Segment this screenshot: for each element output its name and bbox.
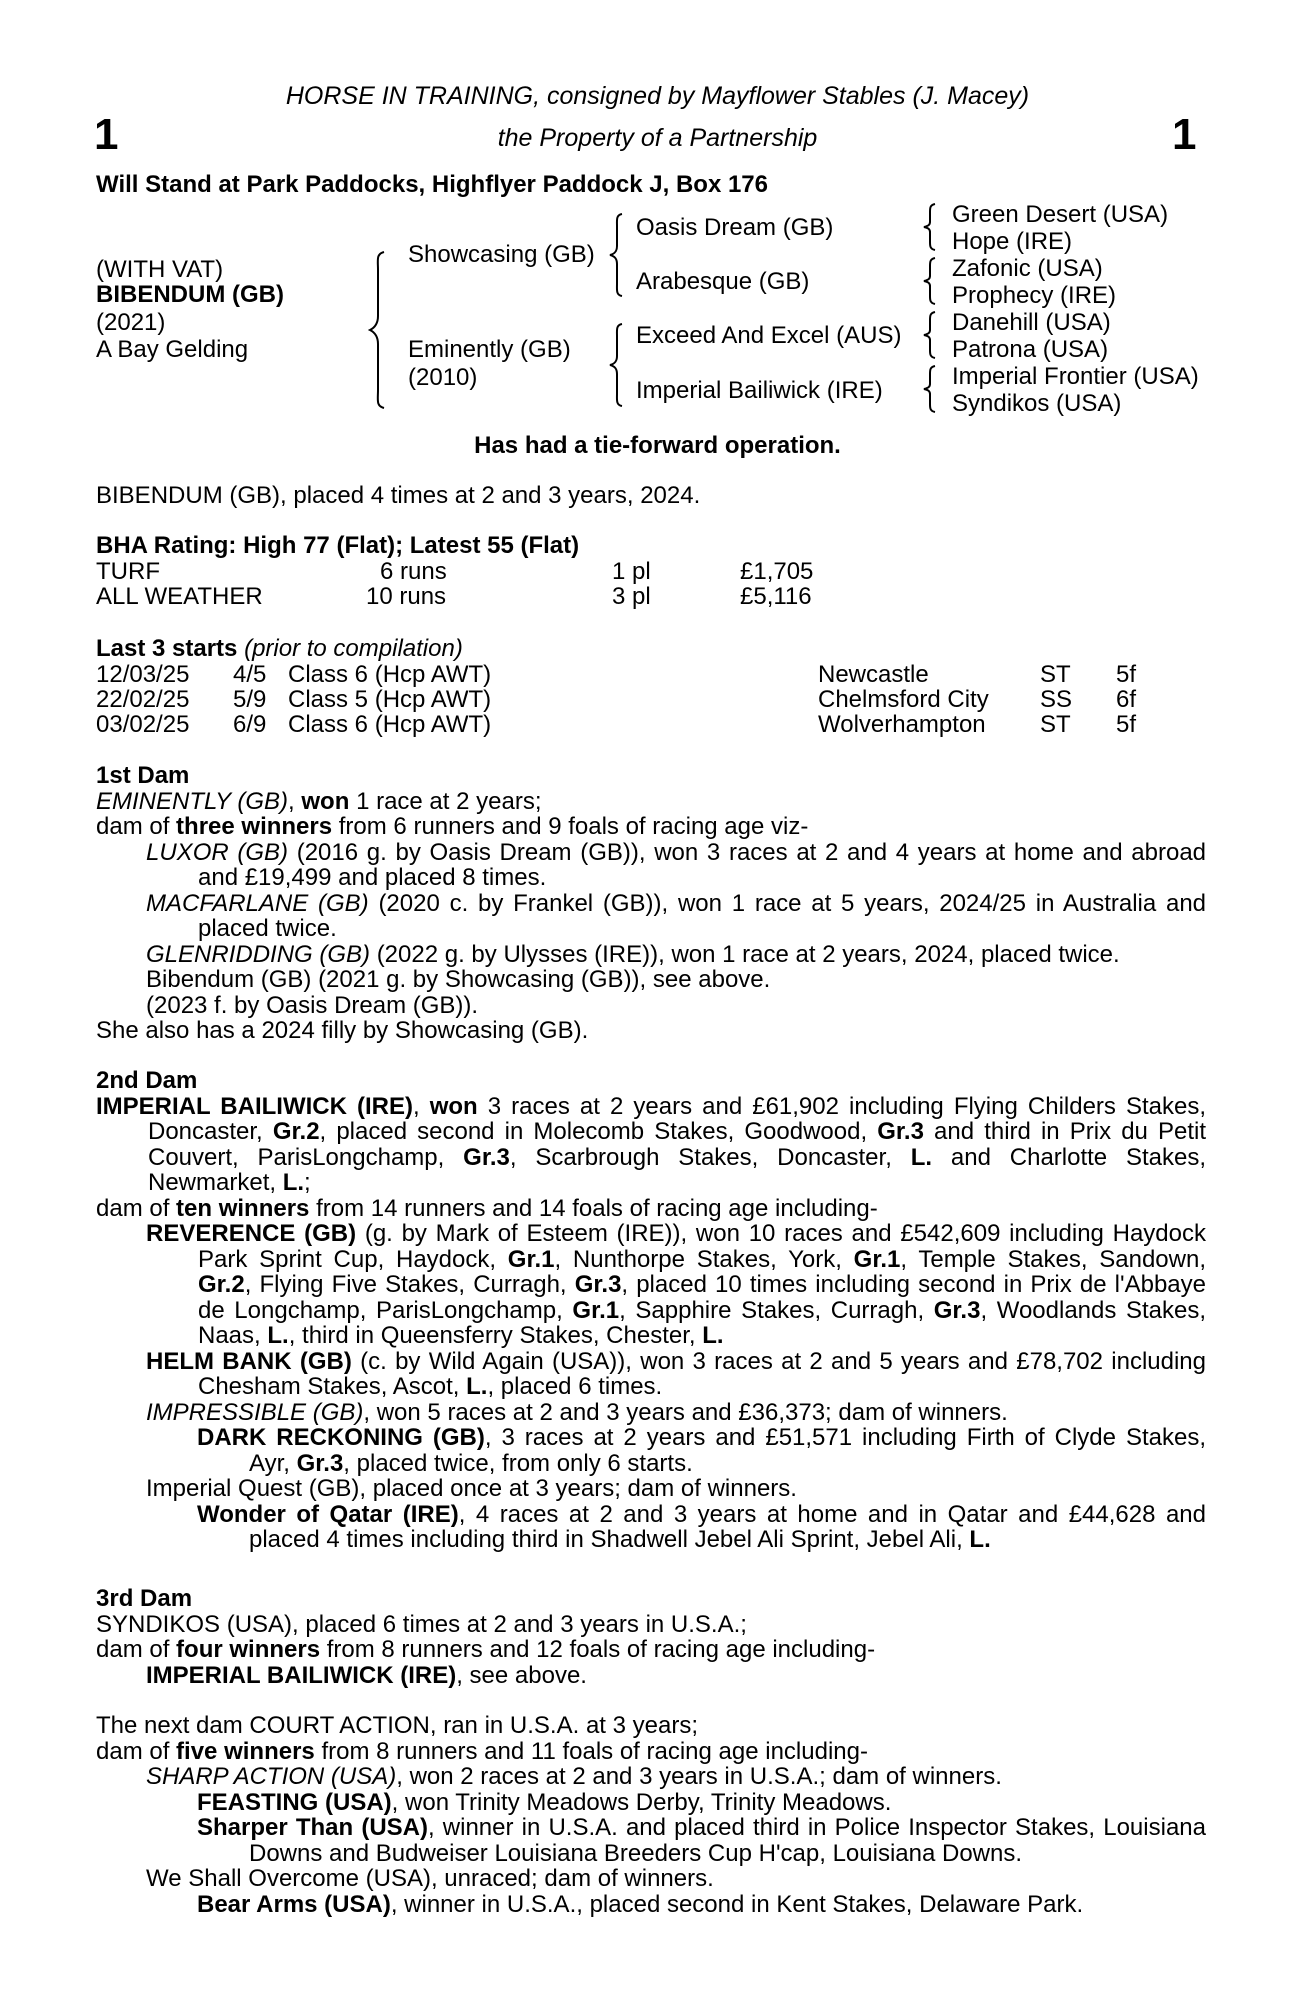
produce-name: REVERENCE (GB) (146, 1220, 357, 1247)
won-label: won (429, 1092, 478, 1120)
last-starts-heading (96, 636, 463, 662)
listed-badge: L. (910, 1143, 933, 1171)
pedigree-dam: Eminently (GB) (408, 336, 571, 363)
text: from 14 runners and 14 foals of racing age including- (316, 1194, 878, 1222)
third-dam-section (96, 1586, 1206, 1688)
text: dam of (96, 1737, 170, 1765)
text: and Charlotte Stakes, Newmarket, (148, 1143, 1207, 1196)
operation-note: Has had a tie-forward operation. (474, 432, 841, 459)
text: , placed 6 times. (487, 1373, 663, 1400)
text: , placed second in Molecomb Stakes, Goodwood, (319, 1118, 868, 1145)
produce-sharp-action (96, 1764, 1206, 1790)
grade-badge: Gr.3 (933, 1296, 981, 1324)
second-dam-intro: IMPERIAL BAILIWICK (IRE), won 3 races at 2 years and £61,902 including Flying Childers Stakes, Doncaster, Gr.2, placed second in Molecomb Stakes, Goodwood, Gr.3 and third in Prix du Petit Couvert, ParisLongchamp, Gr.3, Scarbrough Stakes, Doncaster, L. and Charlotte Stakes, Newmarket, L.; (96, 1092, 1207, 1196)
produce-name: IMPRESSIBLE (GB) (146, 1398, 364, 1426)
start-distance: 5f (1116, 711, 1137, 738)
pedigree-sire-dam: Arabesque (GB) (636, 268, 810, 295)
grade-badge: Gr.1 (507, 1245, 555, 1273)
next-dam-section (96, 1713, 1206, 1917)
start-race: Class 5 (Hcp AWT) (288, 686, 492, 713)
produce-text: (2016 g. by Oasis Dream (GB)), won 3 races at 2 and 4 years at home and abroad and £19,499 and placed 8 times. (198, 838, 1207, 891)
produce-name: SHARP ACTION (USA) (146, 1763, 397, 1790)
start-distance: 6f (1116, 686, 1137, 713)
pedigree-g3: Zafonic (USA) (952, 255, 1103, 282)
produce-name: DARK RECKONING (GB) (197, 1424, 485, 1451)
produce-reverence (96, 1221, 1206, 1349)
property-line: the Property of a Partnership (497, 124, 818, 152)
produce-2023-foal: (2023 f. by Oasis Dream (GB)). (146, 991, 479, 1019)
produce-impressible (96, 1400, 1206, 1426)
text: 3 races at 2 years and £61,902 including Flying Childers Stakes, Doncaster, (148, 1092, 1207, 1145)
start-position: 5/9 (233, 686, 267, 713)
listed-badge: L. (267, 1322, 289, 1349)
produce-helm-bank (96, 1349, 1206, 1400)
horse-description: A Bay Gelding (96, 336, 249, 363)
produce-name: MACFARLANE (GB) (146, 889, 369, 917)
pedigree-brace-g78 (922, 364, 938, 414)
pedigree-sire-sire: Oasis Dream (GB) (636, 214, 834, 241)
winners-count: ten winners (176, 1194, 310, 1222)
text: , 3 races at 2 years and £51,571 including Firth of Clyde Stakes, Ayr, (249, 1424, 1206, 1477)
race-summary: BIBENDUM (GB), placed 4 times at 2 and 3 years, 2024. (96, 482, 701, 509)
rating-aw-runs: 10 runs (366, 583, 447, 610)
produce-wonder-of-qatar (96, 1502, 1206, 1553)
text: , Temple Stakes, Sandown, (900, 1245, 1206, 1273)
text: , won 2 races at 2 and 3 years in U.S.A.; dam of winners. (396, 1763, 1002, 1790)
text: from 8 runners and 11 foals of racing age including- (321, 1737, 868, 1765)
text: dam of (96, 1194, 170, 1222)
grade-badge: Gr.3 (463, 1143, 510, 1171)
start-date: 03/02/25 (96, 711, 190, 738)
produce-macfarlane (96, 891, 1206, 942)
second-dam-heading: 2nd Dam (96, 1067, 198, 1094)
pedigree-brace-dam (608, 322, 626, 408)
produce-glenridding (96, 942, 1206, 968)
pedigree-brace-main (368, 250, 388, 410)
pedigree-brace-sire (608, 212, 626, 298)
second-dam-produce (96, 1196, 1206, 1222)
produce-we-shall-overcome: We Shall Overcome (USA), unraced; dam of winners. (146, 1865, 714, 1892)
grade-badge: Gr.3 (877, 1118, 924, 1145)
text: (c. by Wild Again (USA)), won 3 races at 2 and 5 years and £78,702 including Chesham Stakes, Ascot, (198, 1347, 1207, 1400)
second-dam-section (96, 1068, 1206, 1553)
text: , winner in U.S.A. and placed third in Police Inspector Stakes, Louisiana Downs and Budweiser Louisiana Breeders Cup H'cap, Louisiana Downs. (249, 1814, 1206, 1867)
produce-text: (2020 c. by Frankel (GB)), won 1 race at 5 years, 2024/25 in Australia and placed twice. (198, 889, 1207, 942)
winners-count: three winners (176, 813, 333, 840)
grade-badge: Gr.1 (572, 1296, 620, 1324)
last-starts-title: Last 3 starts (96, 635, 238, 662)
produce-name: Bear Arms (USA) (197, 1890, 391, 1918)
grade-badge: Gr.2 (198, 1271, 245, 1298)
produce-name: Wonder of Qatar (IRE) (197, 1500, 459, 1528)
text: dam of (96, 1636, 170, 1663)
grade-badge: Gr.3 (296, 1449, 344, 1477)
listed-badge: L. (702, 1322, 724, 1349)
pedigree-g1: Green Desert (USA) (952, 201, 1169, 228)
third-dam-line: SYNDIKOS (USA), placed 6 times at 2 and 3 years in U.S.A.; (96, 1610, 747, 1638)
grade-badge: Gr.2 (272, 1118, 320, 1145)
horse-year: (2021) (96, 309, 166, 336)
text: , won Trinity Meadows Derby, Trinity Meadows. (391, 1788, 892, 1816)
first-dam-intro: EMINENTLY (GB), won 1 race at 2 years; (96, 787, 542, 815)
start-course: Chelmsford City (818, 686, 989, 713)
pedigree-sire: Showcasing (GB) (408, 241, 595, 268)
next-dam-line: The next dam COURT ACTION, ran in U.S.A. at 3 years; (96, 1712, 698, 1739)
pedigree-dam-year: (2010) (408, 364, 478, 391)
text: , winner in U.S.A., placed second in Kent Stakes, Delaware Park. (390, 1890, 1084, 1918)
produce-name: FEASTING (USA) (197, 1788, 392, 1816)
start-distance: 5f (1116, 661, 1137, 688)
grade-badge: Gr.3 (574, 1271, 622, 1298)
pedigree-brace-g34 (922, 256, 938, 306)
produce-name: GLENRIDDING (GB) (146, 940, 371, 968)
start-date: 22/02/25 (96, 686, 190, 713)
text: from 8 runners and 12 foals of racing age including- (326, 1636, 876, 1663)
text: , see above. (456, 1661, 587, 1689)
start-date: 12/03/25 (96, 661, 190, 688)
last-starts-note: (prior to compilation) (244, 635, 463, 662)
produce-imperial-bailiwick (96, 1663, 1206, 1689)
pedigree-dam-dam: Imperial Bailiwick (IRE) (636, 377, 883, 404)
second-dam-name: IMPERIAL BAILIWICK (IRE) (96, 1092, 413, 1120)
text: , Flying Five Stakes, Curragh, (244, 1271, 567, 1298)
rating-turf-placed: 1 pl (612, 558, 651, 585)
consignor-line: HORSE IN TRAINING, consigned by Mayflower Stables (J. Macey) (285, 82, 1030, 110)
pedigree-dam-sire: Exceed And Excel (AUS) (636, 322, 902, 349)
text: ; (304, 1169, 311, 1196)
start-race: Class 6 (Hcp AWT) (288, 711, 492, 738)
pedigree-g6: Patrona (USA) (952, 336, 1109, 363)
start-position: 6/9 (233, 711, 267, 738)
vat-note: (WITH VAT) (96, 256, 224, 283)
text: , third in Queensferry Stakes, Chester, (288, 1322, 696, 1349)
produce-sharper-than (96, 1815, 1206, 1866)
pedigree-brace-g12 (922, 202, 938, 252)
pedigree-g8: Syndikos (USA) (952, 390, 1122, 417)
text: , won 5 races at 2 and 3 years and £36,373; dam of winners. (363, 1398, 1008, 1426)
text: , 4 races at 2 and 3 years at home and in Qatar and £44,628 and placed 4 times including third in Shadwell Jebel Ali Sprint, Jebel Ali, (249, 1500, 1206, 1553)
produce-text: (2022 g. by Ulysses (IRE)), won 1 race at 2 years, 2024, placed twice. (376, 940, 1120, 968)
produce-feasting (96, 1790, 1206, 1816)
produce-imperial-quest: Imperial Quest (GB), placed once at 3 years; dam of winners. (146, 1475, 797, 1502)
start-race: Class 6 (Hcp AWT) (288, 661, 492, 688)
rating-aw-surface: ALL WEATHER (96, 583, 263, 610)
grade-badge: Gr.1 (853, 1245, 901, 1273)
produce-name: HELM BANK (GB) (146, 1347, 352, 1375)
start-going: SS (1040, 686, 1073, 713)
first-dam-heading: 1st Dam (96, 762, 190, 789)
pedigree-g7: Imperial Frontier (USA) (952, 363, 1199, 390)
third-dam-produce (96, 1637, 1206, 1663)
rating-aw-placed: 3 pl (612, 583, 651, 610)
produce-name: LUXOR (GB) (146, 838, 289, 866)
start-position: 4/5 (233, 661, 267, 688)
third-dam-heading: 3rd Dam (96, 1585, 193, 1612)
listed-badge: L. (466, 1373, 488, 1400)
first-dam-won: won (301, 787, 350, 815)
text: , placed twice, from only 6 starts. (343, 1449, 693, 1477)
text: , Scarbrough Stakes, Doncaster, (509, 1143, 892, 1171)
text: dam of (96, 813, 170, 840)
text: , Woodlands Stakes, Naas, (198, 1296, 1207, 1349)
stand-location: Will Stand at Park Paddocks, Highflyer Paddock J, Box 176 (96, 171, 768, 198)
start-going: ST (1040, 661, 1071, 688)
bha-rating-heading: BHA Rating: High 77 (Flat); Latest 55 (Flat) (96, 532, 580, 559)
text: (g. by Mark of Esteem (IRE)), won 10 races and £542,609 including Haydock Park Sprint Cup, Haydock, (198, 1220, 1206, 1273)
next-dam-produce (96, 1739, 1206, 1765)
first-dam-section (96, 763, 1206, 1044)
produce-luxor (96, 840, 1206, 891)
rating-turf-runs: 6 runs (380, 558, 447, 585)
pedigree-g2: Hope (IRE) (952, 228, 1073, 255)
winners-count: four winners (176, 1636, 321, 1663)
start-course: Newcastle (818, 661, 929, 688)
produce-name: IMPERIAL BAILIWICK (IRE) (146, 1661, 457, 1689)
lot-number-left: 1 (94, 110, 119, 159)
text: and third in Prix du Petit Couvert, ParisLongchamp, (148, 1118, 1207, 1171)
listed-badge: L. (969, 1526, 991, 1553)
rating-aw-earnings: £5,116 (740, 583, 812, 610)
rating-turf-surface: TURF (96, 558, 160, 585)
lot-number-right: 1 (1172, 110, 1197, 159)
first-dam-produce (96, 814, 1206, 840)
horse-name: BIBENDUM (GB) (96, 281, 284, 308)
pedigree-brace-g56 (922, 310, 938, 360)
produce-2024-filly: She also has a 2024 filly by Showcasing (GB). (96, 1017, 589, 1044)
first-dam-name: EMINENTLY (GB) (96, 787, 289, 815)
produce-bibendum: Bibendum (GB) (2021 g. by Showcasing (GB)), see above. (146, 966, 771, 993)
text: , placed 10 times including second in Prix de l'Abbaye de Longchamp, ParisLongchamp, (198, 1271, 1206, 1324)
winners-count: five winners (176, 1737, 315, 1765)
start-course: Wolverhampton (818, 711, 986, 738)
first-dam-record: 1 race at 2 years; (356, 787, 542, 815)
listed-badge: L. (282, 1169, 305, 1196)
pedigree-g5: Danehill (USA) (952, 309, 1111, 336)
text: , Sapphire Stakes, Curragh, (619, 1296, 925, 1324)
text: , Nunthorpe Stakes, York, (554, 1245, 842, 1273)
pedigree-g4: Prophecy (IRE) (952, 282, 1117, 309)
produce-dark-reckoning (96, 1425, 1206, 1476)
text: from 6 runners and 9 foals of racing age viz- (338, 813, 809, 840)
produce-bear-arms (96, 1892, 1206, 1918)
start-going: ST (1040, 711, 1071, 738)
rating-turf-earnings: £1,705 (740, 558, 814, 585)
produce-name: Sharper Than (USA) (197, 1814, 428, 1841)
